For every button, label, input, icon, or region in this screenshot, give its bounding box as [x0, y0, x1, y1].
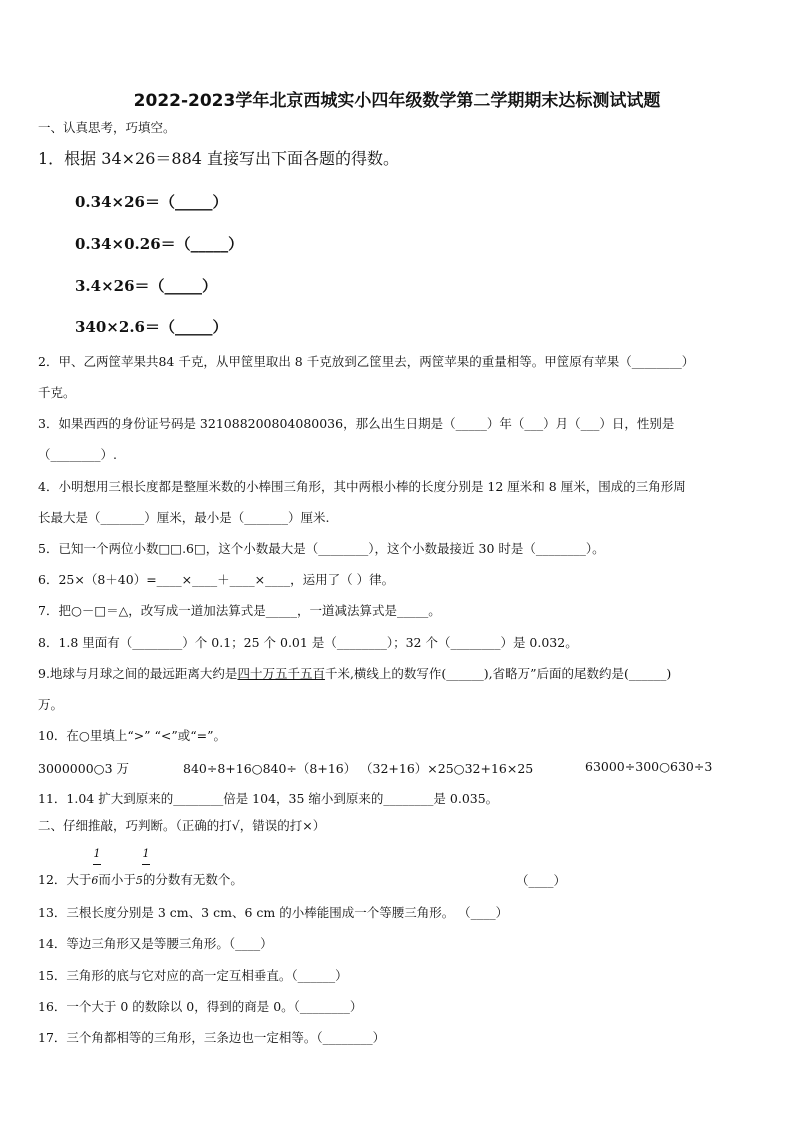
question-12-pre: 12．大于	[38, 872, 92, 887]
question-2-line-1: 2．甲、乙两筐苹果共84 千克，从甲筐里取出 8 千克放到乙筐里去，两筐苹果的重量相等。甲筐原有苹果（________）	[38, 354, 695, 369]
question-10-item-3: （32+16）×25○32+16×25	[360, 761, 534, 776]
question-2-line-2: 千克。	[38, 385, 76, 400]
question-1-item-4: 340×2.6＝（_____）	[75, 318, 228, 336]
question-1-stem: 1．根据 34×26＝884 直接写出下面各题的得数。	[38, 149, 400, 168]
question-4-line-1: 4．小明想用三根长度都是整厘米数的小棒围三角形，其中两根小棒的长度分别是 12 厘米和 8 厘米，围成的三角形周	[38, 479, 686, 494]
question-1-item-3: 3.4×26＝（_____）	[75, 277, 218, 295]
question-15: 15．三角形的底与它对应的高一定互相垂直。（______）	[38, 968, 348, 983]
question-10-item-1: 3000000○3 万	[38, 761, 130, 776]
question-4-line-2: 长最大是（_______）厘米，最小是（_______）厘米.	[38, 510, 330, 525]
question-16: 16．一个大于 0 的数除以 0，得到的商是 0。（________）	[38, 999, 363, 1014]
question-9-pre: 9.地球与月球之间的最远距离大约是	[38, 666, 238, 681]
question-12-post: 的分数有无数个。	[142, 872, 243, 887]
fraction-2-numerator: 1	[142, 847, 150, 860]
question-7: 7．把○－□＝△，改写成一道加法算式是_____，一道减法算式是_____。	[38, 603, 441, 618]
question-9-line-2: 万。	[38, 697, 64, 712]
page-title: 2022-2023学年北京西城实小四年级数学第二学期期末达标测试试题	[133, 91, 661, 111]
question-5: 5．已知一个两位小数□□.6□，这个小数最大是（________），这个小数最接近 30 时是（________）。	[38, 541, 605, 556]
question-9-underlined: 四十万五千五百	[237, 666, 325, 681]
question-17: 17．三个角都相等的三角形，三条边也一定相等。（________）	[38, 1030, 386, 1045]
question-3-line-1: 3．如果西西的身份证号码是 321088200804080036，那么出生日期是（_____）年（___）月（___）日，性别是	[38, 416, 675, 431]
fraction-1-denominator: 6	[91, 874, 99, 887]
question-13: 13．三根长度分别是 3 cm、3 cm、6 cm 的小棒能围成一个等腰三角形。 （____）	[38, 905, 509, 920]
fraction-1-numerator: 1	[93, 847, 101, 860]
question-12-mid: 而小于	[98, 872, 136, 887]
section-1-heading: 一、认真思考，巧填空。	[38, 120, 176, 135]
question-12-blank: （____）	[516, 873, 567, 888]
question-8: 8．1.8 里面有（________）个 0.1；25 个 0.01 是（________）；32 个（________）是 0.032。	[38, 635, 578, 650]
question-12	[38, 871, 243, 890]
question-1-item-2: 0.34×0.26＝（_____）	[75, 235, 244, 253]
question-10-stem: 10．在○里填上“>” “<”或“=”。	[38, 728, 227, 743]
question-6: 6．25×（8＋40）=____×____＋____×____，运用了（ ）律。	[38, 572, 395, 587]
section-2-heading: 二、仔细推敲，巧判断。（正确的打√，错误的打×）	[38, 818, 326, 833]
fraction-2-denominator: 5	[135, 874, 143, 887]
question-11: 11．1.04 扩大到原来的________倍是 104，35 缩小到原来的________是 0.035。	[38, 791, 499, 806]
fraction-2-bar	[142, 864, 150, 865]
question-1-item-1: 0.34×26＝（_____）	[75, 193, 228, 211]
question-10-item-2: 840÷8+16○840÷（8+16）	[183, 761, 357, 776]
fraction-1-bar	[93, 864, 101, 865]
question-3-line-2: （________）.	[38, 447, 117, 462]
question-10-item-4: 63000÷300○630÷3	[585, 759, 713, 774]
question-14: 14．等边三角形又是等腰三角形。（____）	[38, 936, 273, 951]
question-9-post: 千米,横线上的数写作(______),省略万”后面的尾数约是(______)	[324, 666, 672, 681]
question-9-line-1	[38, 665, 671, 683]
